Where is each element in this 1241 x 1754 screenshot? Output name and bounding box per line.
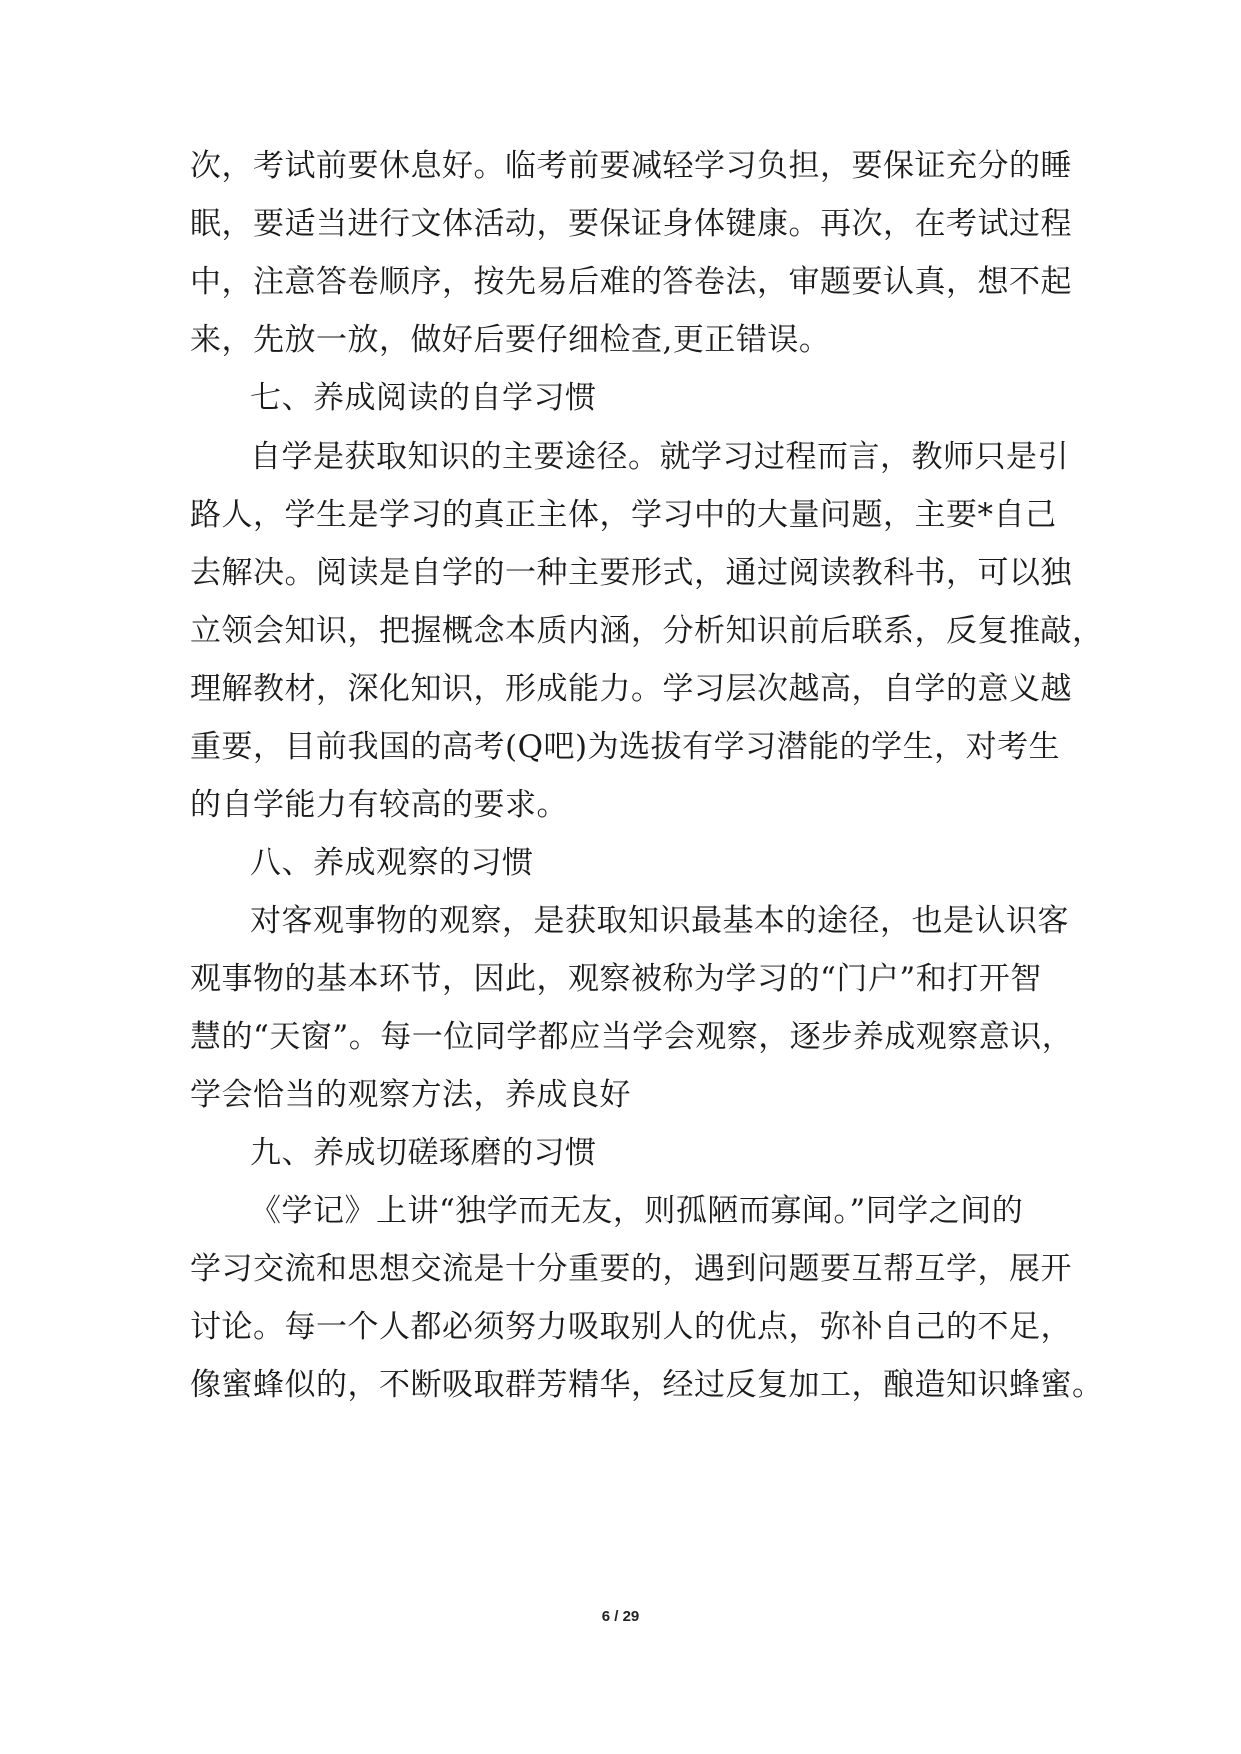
text-line: 路人，学生是学习的真正主体，学习中的大量问题，主要*自己 — [190, 497, 1057, 533]
text-line: 理解教材，深化知识，形成能力。学习层次越高，自学的意义越 — [190, 671, 1072, 707]
text-line: 立领会知识，把握概念本质内涵，分析知识前后联系，反复推敲， — [190, 613, 1104, 649]
text-line: 《学记》上讲“独学而无友，则孤陋而寡闻。”同学之间的 — [250, 1193, 1024, 1229]
text-line: 观事物的基本环节，因此，观察被称为学习的“门户”和打开智 — [190, 961, 1042, 997]
text-line: 对客观事物的观察，是获取知识最基本的途径，也是认识客 — [250, 903, 1069, 939]
text-line: 像蜜蜂似的，不断吸取群芳精华，经过反复加工，酿造知识蜂蜜。 — [190, 1367, 1104, 1403]
text-line: 中，注意答卷顺序，按先易后难的答卷法，审题要认真，想不起 — [190, 264, 1072, 300]
page-number: 6 / 29 — [601, 1608, 640, 1625]
text-line: 次，考试前要休息好。临考前要减轻学习负担，要保证充分的睡 — [190, 148, 1072, 184]
text-line: 学习交流和思想交流是十分重要的，遇到问题要互帮互学，展开 — [190, 1251, 1072, 1287]
text-line: 眠，要适当进行文体活动，要保证身体键康。再次，在考试过程 — [190, 206, 1072, 242]
text-line: 学会恰当的观察方法，养成良好 — [190, 1077, 631, 1113]
text-line: 重要，目前我国的高考(Q吧)为选拔有学习潜能的学生，对考生 — [190, 729, 1061, 765]
section-heading: 八、养成观察的习惯 — [250, 845, 534, 881]
text-line: 来，先放一放，做好后要仔细检查,更正错误。 — [190, 322, 831, 358]
text-line: 去解决。阅读是自学的一种主要形式，通过阅读教科书，可以独 — [190, 555, 1072, 591]
text-line: 慧的“天窗”。每一位同学都应当学会观察，逐步养成观察意识， — [190, 1019, 1074, 1055]
text-line: 讨论。每一个人都必须努力吸取别人的优点，弥补自己的不足， — [190, 1309, 1072, 1345]
text-line: 的自学能力有较高的要求。 — [190, 787, 568, 823]
text-line: 自学是获取知识的主要途径。就学习过程而言，教师只是引 — [250, 439, 1069, 475]
section-heading: 七、养成阅读的自学习惯 — [250, 380, 597, 416]
section-heading: 九、养成切磋琢磨的习惯 — [250, 1135, 597, 1171]
